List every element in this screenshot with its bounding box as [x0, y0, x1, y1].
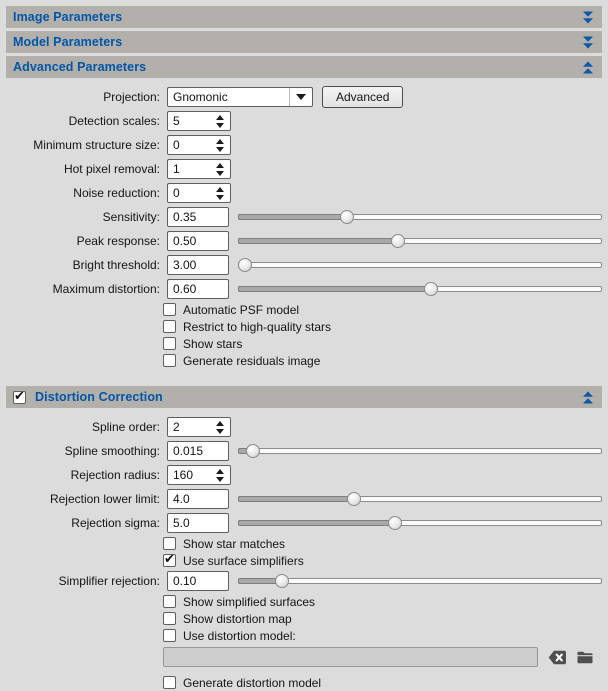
- slider-track[interactable]: [238, 448, 602, 454]
- section-title-advanced-parameters: Advanced Parameters: [13, 60, 147, 74]
- automatic-psf-model-row: [0, 301, 608, 318]
- section-title-distortion-correction: Distortion Correction: [35, 390, 163, 404]
- bright-threshold-row: [0, 253, 608, 277]
- expand-double-chevron-down-icon[interactable]: [581, 10, 595, 25]
- slider-fill: [238, 214, 349, 220]
- hot-pixel-removal-label: Hot pixel removal:: [63, 162, 160, 176]
- projection-selected-value: Gnomonic: [173, 90, 228, 104]
- simplifier-rejection-row: [0, 569, 608, 593]
- generate-distortion-model-checkbox[interactable]: [163, 676, 176, 689]
- spin-down-icon[interactable]: [216, 123, 224, 128]
- projection-label: Projection:: [103, 90, 160, 104]
- rejection-lower-limit-value: 4.0: [173, 492, 190, 506]
- section-title-model-parameters: Model Parameters: [13, 35, 123, 49]
- distortion-model-path-input[interactable]: [163, 647, 538, 667]
- hot-pixel-removal-value: 1: [173, 162, 180, 176]
- use-distortion-model-row: [0, 627, 608, 644]
- minimum-structure-size-spinner[interactable]: [167, 135, 231, 155]
- use-distortion-model-label: Use distortion model:: [183, 628, 296, 643]
- simplifier-rejection-input[interactable]: [167, 571, 229, 591]
- spin-up-icon[interactable]: [216, 115, 224, 120]
- spin-up-icon[interactable]: [216, 421, 224, 426]
- spin-up-icon[interactable]: [216, 163, 224, 168]
- peak-response-value: 0.50: [173, 234, 197, 248]
- bright-threshold-input[interactable]: [167, 255, 229, 275]
- section-title-image-parameters: Image Parameters: [13, 10, 123, 24]
- show-star-matches-label: Show star matches: [183, 536, 286, 551]
- projection-row: [0, 85, 608, 109]
- spin-down-icon[interactable]: [216, 147, 224, 152]
- generate-distortion-model-row: [0, 674, 608, 691]
- minimum-structure-size-value: 0: [173, 138, 180, 152]
- slider-thumb[interactable]: [238, 258, 252, 272]
- show-simplified-surfaces-checkbox[interactable]: [163, 595, 176, 608]
- show-stars-label: Show stars: [183, 336, 243, 351]
- slider-thumb[interactable]: [246, 444, 260, 458]
- slider-fill: [238, 520, 397, 526]
- slider-track[interactable]: [238, 578, 602, 584]
- show-star-matches-row: [0, 535, 608, 552]
- simplifier-rejection-label: Simplifier rejection:: [58, 574, 160, 588]
- show-stars-checkbox[interactable]: [163, 337, 176, 350]
- detection-scales-value: 5: [173, 114, 180, 128]
- projection-select[interactable]: [167, 87, 313, 107]
- sensitivity-value: 0.35: [173, 210, 197, 224]
- rejection-radius-row: [0, 463, 608, 487]
- spline-order-spinner[interactable]: [167, 417, 231, 437]
- spin-down-icon[interactable]: [216, 477, 224, 482]
- maximum-distortion-value: 0.60: [173, 282, 197, 296]
- rejection-radius-label: Rejection radius:: [70, 468, 160, 482]
- spline-smoothing-input[interactable]: [167, 441, 229, 461]
- peak-response-label: Peak response:: [76, 234, 160, 248]
- image-solver-panel: [0, 6, 608, 688]
- slider-thumb[interactable]: [388, 516, 402, 530]
- maximum-distortion-row: [0, 277, 608, 301]
- sensitivity-input[interactable]: [167, 207, 229, 227]
- maximum-distortion-input[interactable]: [167, 279, 229, 299]
- collapse-double-chevron-up-icon[interactable]: [581, 60, 595, 75]
- slider-fill: [238, 286, 433, 292]
- slider-thumb[interactable]: [347, 492, 361, 506]
- rejection-radius-spinner[interactable]: [167, 465, 231, 485]
- generate-residuals-image-row: [0, 352, 608, 369]
- peak-response-row: [0, 229, 608, 253]
- rejection-sigma-input[interactable]: [167, 513, 229, 533]
- show-distortion-map-checkbox[interactable]: [163, 612, 176, 625]
- maximum-distortion-label: Maximum distortion:: [52, 282, 160, 296]
- hot-pixel-removal-row: [0, 157, 608, 181]
- spin-up-icon[interactable]: [216, 469, 224, 474]
- rejection-lower-limit-input[interactable]: [167, 489, 229, 509]
- sensitivity-slider[interactable]: [238, 208, 602, 226]
- noise-reduction-spinner[interactable]: [167, 183, 231, 203]
- detection-scales-label: Detection scales:: [68, 114, 160, 128]
- maximum-distortion-slider[interactable]: [238, 280, 602, 298]
- rejection-lower-limit-label: Rejection lower limit:: [49, 492, 160, 506]
- slider-fill: [238, 238, 400, 244]
- show-distortion-map-row: [0, 610, 608, 627]
- slider-thumb[interactable]: [424, 282, 438, 296]
- spline-order-value: 2: [173, 420, 180, 434]
- minimum-structure-size-label: Minimum structure size:: [33, 138, 160, 152]
- noise-reduction-value: 0: [173, 186, 180, 200]
- rejection-sigma-slider[interactable]: [238, 514, 602, 532]
- show-simplified-surfaces-label: Show simplified surfaces: [183, 594, 316, 609]
- use-surface-simplifiers-row: [0, 552, 608, 569]
- rejection-lower-limit-slider[interactable]: [238, 490, 602, 508]
- spline-order-label: Spline order:: [91, 420, 160, 434]
- section-bar-advanced-parameters[interactable]: [6, 56, 602, 78]
- advanced-parameters-content: [0, 78, 608, 377]
- advanced-projection-button[interactable]: Advanced: [322, 86, 403, 108]
- sensitivity-row: [0, 205, 608, 229]
- expand-double-chevron-down-icon[interactable]: [581, 35, 595, 50]
- restrict-high-quality-stars-row: [0, 318, 608, 335]
- spline-smoothing-slider[interactable]: [238, 442, 602, 460]
- browse-folder-icon[interactable]: [577, 651, 593, 664]
- bright-threshold-label: Bright threshold:: [72, 258, 160, 272]
- use-surface-simplifiers-label: Use surface simplifiers: [183, 553, 304, 568]
- hot-pixel-removal-spinner[interactable]: [167, 159, 231, 179]
- spin-down-icon[interactable]: [216, 195, 224, 200]
- slider-thumb[interactable]: [340, 210, 354, 224]
- peak-response-slider[interactable]: [238, 232, 602, 250]
- automatic-psf-model-label: Automatic PSF model: [183, 302, 300, 317]
- detection-scales-spinner[interactable]: [167, 111, 231, 131]
- restrict-high-quality-stars-label: Restrict to high-quality stars: [183, 319, 332, 334]
- rejection-lower-limit-row: [0, 487, 608, 511]
- show-stars-row: [0, 335, 608, 352]
- simplifier-rejection-slider[interactable]: [238, 572, 602, 590]
- rejection-sigma-row: [0, 511, 608, 535]
- generate-residuals-image-checkbox[interactable]: [163, 354, 176, 367]
- automatic-psf-model-checkbox[interactable]: [163, 303, 176, 316]
- sensitivity-label: Sensitivity:: [102, 210, 160, 224]
- spline-order-row: [0, 415, 608, 439]
- slider-fill: [238, 496, 356, 502]
- bright-threshold-slider[interactable]: [238, 256, 602, 274]
- show-star-matches-checkbox[interactable]: [163, 537, 176, 550]
- section-bar-image-parameters[interactable]: [6, 6, 602, 28]
- clear-path-icon[interactable]: [548, 650, 567, 665]
- minimum-structure-size-row: [0, 133, 608, 157]
- restrict-high-quality-stars-checkbox[interactable]: [163, 320, 176, 333]
- slider-thumb[interactable]: [275, 574, 289, 588]
- section-bar-distortion-correction[interactable]: [6, 386, 602, 408]
- bright-threshold-value: 3.00: [173, 258, 197, 272]
- peak-response-input[interactable]: [167, 231, 229, 251]
- spline-smoothing-value: 0.015: [173, 444, 204, 458]
- generate-residuals-image-label: Generate residuals image: [183, 353, 321, 368]
- rejection-sigma-label: Rejection sigma:: [71, 516, 160, 530]
- distortion-correction-content: [0, 408, 608, 691]
- noise-reduction-label: Noise reduction:: [73, 186, 160, 200]
- spline-smoothing-label: Spline smoothing:: [64, 444, 160, 458]
- spin-up-icon[interactable]: [216, 139, 224, 144]
- collapse-double-chevron-up-icon[interactable]: [581, 390, 595, 405]
- detection-scales-row: [0, 109, 608, 133]
- rejection-radius-value: 160: [173, 468, 194, 482]
- combo-dropdown-arrow-icon[interactable]: [289, 88, 312, 106]
- slider-thumb[interactable]: [391, 234, 405, 248]
- use-surface-simplifiers-checkbox[interactable]: [163, 554, 176, 567]
- show-simplified-surfaces-row: [0, 593, 608, 610]
- simplifier-rejection-value: 0.10: [173, 574, 197, 588]
- generate-distortion-model-label: Generate distortion model: [183, 675, 322, 690]
- show-distortion-map-label: Show distortion map: [183, 611, 292, 626]
- slider-track[interactable]: [238, 262, 602, 268]
- spline-smoothing-row: [0, 439, 608, 463]
- spin-down-icon[interactable]: [216, 171, 224, 176]
- distortion-model-file-row: [0, 644, 608, 670]
- use-distortion-model-checkbox[interactable]: [163, 629, 176, 642]
- spin-down-icon[interactable]: [216, 429, 224, 434]
- section-bar-model-parameters[interactable]: [6, 31, 602, 53]
- distortion-correction-enable-checkbox[interactable]: [13, 391, 26, 404]
- noise-reduction-row: [0, 181, 608, 205]
- rejection-sigma-value: 5.0: [173, 516, 190, 530]
- spin-up-icon[interactable]: [216, 187, 224, 192]
